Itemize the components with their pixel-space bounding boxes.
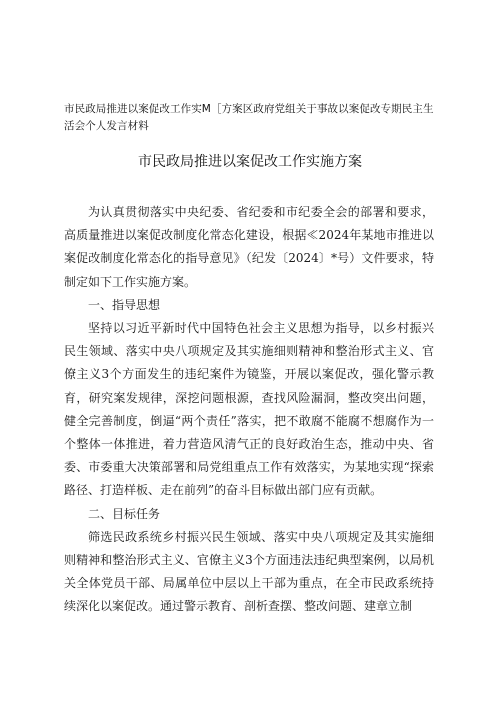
document-title: 市民政局推进以案促改工作实施方案 — [138, 154, 362, 170]
intro-paragraph: 为认真贯彻落实中央纪委、省纪委和市纪委全会的部署和要求，高质量推进以案促改制度化常态化建设，根据≪2024年某地市推进以案促改制度化常态化的指导意见》（纪发〔2024〕*号）文件要求，特制定如下工作实施方案。 — [64, 205, 434, 289]
document-body — [64, 201, 434, 619]
guiding-ideology-paragraph: 坚持以习近平新时代中国特色社会主义思想为指导，以乡村振兴民生领域、落实中央八项规定及其实施细则精神和整治形式主义、官僚主义3个方面发生的违纪案件为镜鉴，开展以案促改，强化警示教育，研究案发规律，深挖问题根源，查找风险漏洞，整改突出问题，健全完善制度，倒逼“两个责任”落实，把不敢腐不能腐不想腐作为一个整体一体推进，着力营造风清气正的良好政治生态，推动中央、省委、市委重大决策部署和局党组重点工作有效落实，为某地实现“探索路径、打造样板、走在前列”的奋斗目标做出部门应有贡献。 — [64, 321, 434, 498]
section-heading-guiding-ideology: 一、指导思想 — [88, 297, 161, 312]
document-header: 市民政局推进以案促改工作实M［方案区政府党组关于事故以案促改专期民主生活会个人发言材料 — [64, 103, 434, 132]
section-heading-goals-tasks: 二、目标任务 — [88, 506, 161, 521]
goals-tasks-paragraph: 筛选民政系统乡村振兴民生领域、落实中央八项规定及其实施细则精神和整治形式主义、官僚主义3个方面违法违纪典型案例，以局机关全体党员干部、局属单位中层以上干部为重点，在全市民政系统持续深化以案促改。通过警示教育、剖析查摆、整改问题、建章立制 — [64, 529, 434, 614]
